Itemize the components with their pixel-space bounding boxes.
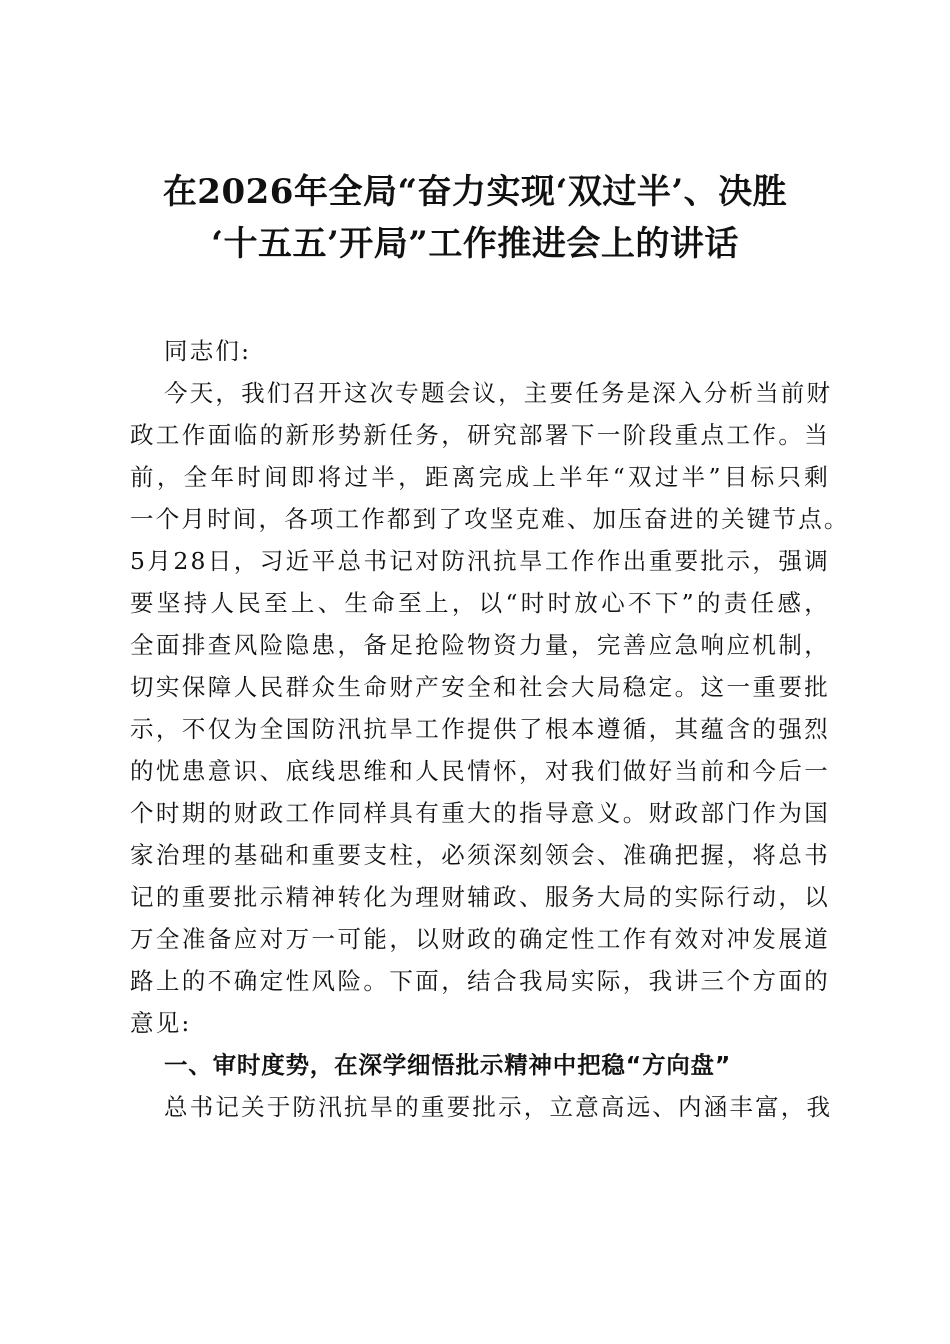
document-body (130, 330, 850, 1128)
paragraph-line: 示，不仅为全国防汛抗旱工作提供了根本遵循，其蕴含的强烈 (130, 715, 830, 743)
paragraph-line: 意见: (130, 1009, 192, 1037)
paragraph-line: 政工作面临的新形势新任务，研究部署下一阶段重点工作。当 (130, 421, 830, 449)
paragraph-2 (130, 1086, 833, 1128)
paragraph-1 (130, 372, 850, 1044)
salutation: 同志们: (164, 337, 252, 365)
paragraph-line: 切实保障人民群众生命财产安全和社会大局稳定。这一重要批 (130, 673, 830, 701)
paragraph-line: 全面排查风险隐患，备足抢险物资力量，完善应急响应机制， (130, 631, 830, 659)
paragraph-line: 个时期的财政工作同样具有重大的指导意义。财政部门作为国 (130, 799, 830, 827)
paragraph-line: 路上的不确定性风险。下面，结合我局实际，我讲三个方面的 (130, 967, 830, 995)
title-line-1: 在2026年全局“奋力实现‘双过半’、决胜 (162, 172, 788, 212)
paragraph-line: 万全准备应对万一可能，以财政的确定性工作有效对冲发展道 (130, 925, 830, 953)
paragraph-line: 家治理的基础和重要支柱，必须深刻领会、准确把握，将总书 (130, 841, 830, 869)
paragraph-line: 要坚持人民至上、生命至上，以“时时放心不下”的责任感， (130, 589, 830, 617)
paragraph-line: 一个月时间，各项工作都到了攻坚克难、加压奋进的关键节点。 (130, 505, 850, 533)
paragraph-line: 前，全年时间即将过半，距离完成上半年“双过半”目标只剩 (130, 463, 830, 491)
paragraph-line: 总书记关于防汛抗旱的重要批示，立意高远、内涵丰富，我 (164, 1093, 833, 1121)
title-line-2: ‘十五五’开局”工作推进会上的讲话 (211, 224, 739, 264)
paragraph-line: 5月28日，习近平总书记对防汛抗旱工作作出重要批示，强调 (130, 547, 830, 575)
paragraph-line: 的忧患意识、底线思维和人民情怀，对我们做好当前和今后一 (130, 757, 830, 785)
paragraph-line: 记的重要批示精神转化为理财辅政、服务大局的实际行动，以 (130, 883, 830, 911)
document-title (100, 166, 850, 270)
section-heading-1: 一、审时度势，在深学细悟批示精神中把稳“方向盘” (164, 1051, 732, 1079)
paragraph-line: 今天，我们召开这次专题会议，主要任务是深入分析当前财 (164, 379, 833, 407)
